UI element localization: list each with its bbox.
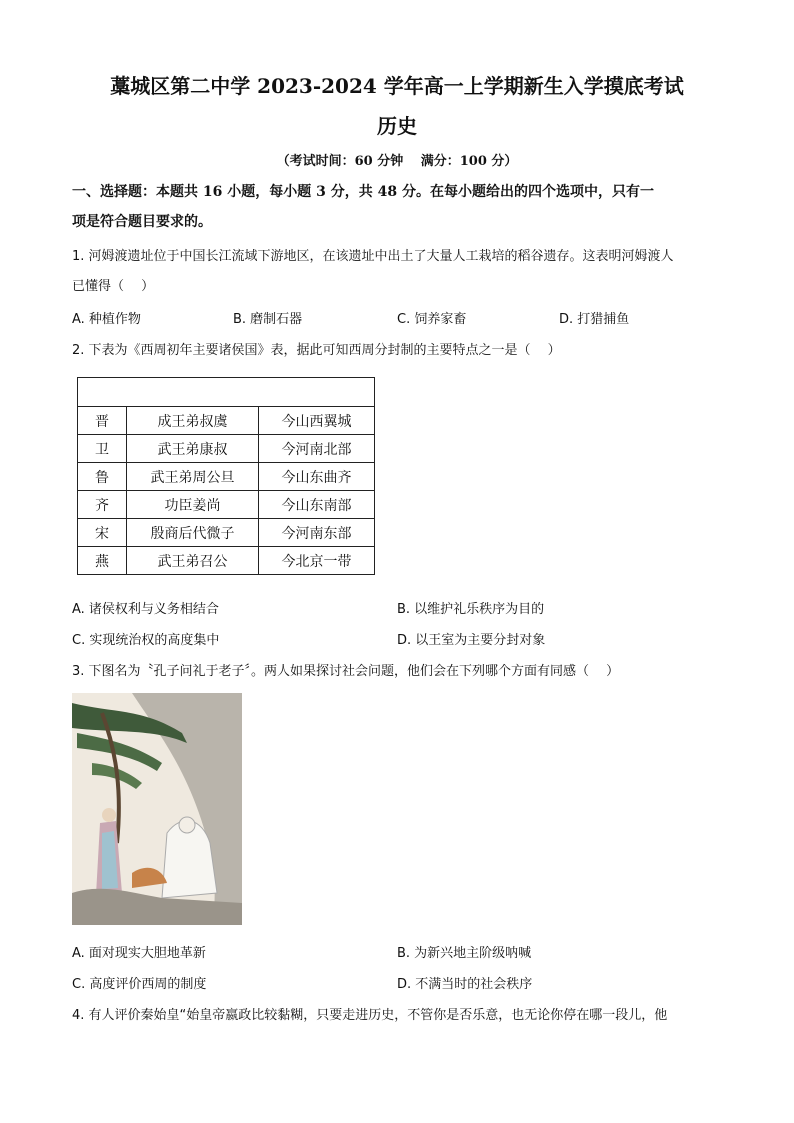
cell: 今河南东部 [259, 519, 375, 547]
cell: 武王弟召公 [127, 547, 259, 575]
cell: 卫 [78, 435, 127, 463]
question-3-stem: 3. 下图名为〝孔子问礼于老子〞。两人如果探讨社会问题，他们会在下列哪个方面有同感（ ） [72, 664, 620, 679]
cell: 今山东曲齐 [259, 463, 375, 491]
table-header-row [78, 378, 375, 407]
table-row [78, 435, 375, 463]
question-2-stem: 2. 下表为《西周初年主要诸侯国》表，据此可知西周分封制的主要特点之一是（ ） [72, 343, 561, 358]
cell: 今山东南部 [259, 491, 375, 519]
cell: 今北京一带 [259, 547, 375, 575]
q3-option-d: D. 不满当时的社会秩序 [397, 977, 533, 992]
q2-option-a: A. 诸侯权利与义务相结合 [72, 602, 219, 617]
subject-title: 历史 [377, 114, 417, 138]
q3-option-c: C. 高度评价西周的制度 [72, 977, 207, 992]
cell: 武王弟周公旦 [127, 463, 259, 491]
cell: 今河南北部 [259, 435, 375, 463]
exam-meta: （考试时间：60 分钟 满分：100 分） [276, 154, 518, 169]
q1-option-b: B. 磨制石器 [233, 312, 303, 327]
cell: 成王弟叔虞 [127, 407, 259, 435]
table-row [78, 519, 375, 547]
question-1-stem-cont: 已懂得（ ） [72, 279, 155, 294]
cell: 武王弟康叔 [127, 435, 259, 463]
cell: 今山西翼城 [259, 407, 375, 435]
section-heading-cont: 项是符合题目要求的。 [72, 214, 212, 230]
q2-option-b: B. 以维护礼乐秩序为目的 [397, 602, 545, 617]
cell: 功臣姜尚 [127, 491, 259, 519]
table-row [78, 547, 375, 575]
cell: 燕 [78, 547, 127, 575]
exam-title: 藁城区第二中学 2023-2024 学年高一上学期新生入学摸底考试 [110, 74, 684, 98]
q2-option-c: C. 实现统治权的高度集中 [72, 633, 220, 648]
table-row [78, 463, 375, 491]
q3-option-a: A. 面对现实大胆地革新 [72, 946, 206, 961]
section-heading: 一、选择题：本题共 16 小题，每小题 3 分，共 48 分。在每小题给出的四个选项中，只有一 [72, 184, 654, 200]
question-4-stem: 4. 有人评价秦始皇“始皇帝嬴政比较黏糊，只要走进历史，不管你是否乐意，也无论你停在哪一段儿，他 [72, 1008, 668, 1023]
cell: 鲁 [78, 463, 127, 491]
table-row [78, 491, 375, 519]
cell: 齐 [78, 491, 127, 519]
q1-option-a: A. 种植作物 [72, 312, 141, 327]
q2-option-d: D. 以王室为主要分封对象 [397, 633, 546, 648]
cell: 殷商后代微子 [127, 519, 259, 547]
table-row [78, 407, 375, 435]
vassal-states-table [77, 377, 375, 575]
q3-option-b: B. 为新兴地主阶级呐喊 [397, 946, 532, 961]
confucius-laozi-painting [72, 693, 242, 925]
cell: 宋 [78, 519, 127, 547]
cell: 晋 [78, 407, 127, 435]
q1-option-d: D. 打猎捕鱼 [559, 312, 630, 327]
question-1-stem: 1. 河姆渡遗址位于中国长江流域下游地区，在该遗址中出土了大量人工栽培的稻谷遗存。这表明河姆渡人 [72, 249, 674, 264]
q1-option-c: C. 饲养家畜 [397, 312, 467, 327]
